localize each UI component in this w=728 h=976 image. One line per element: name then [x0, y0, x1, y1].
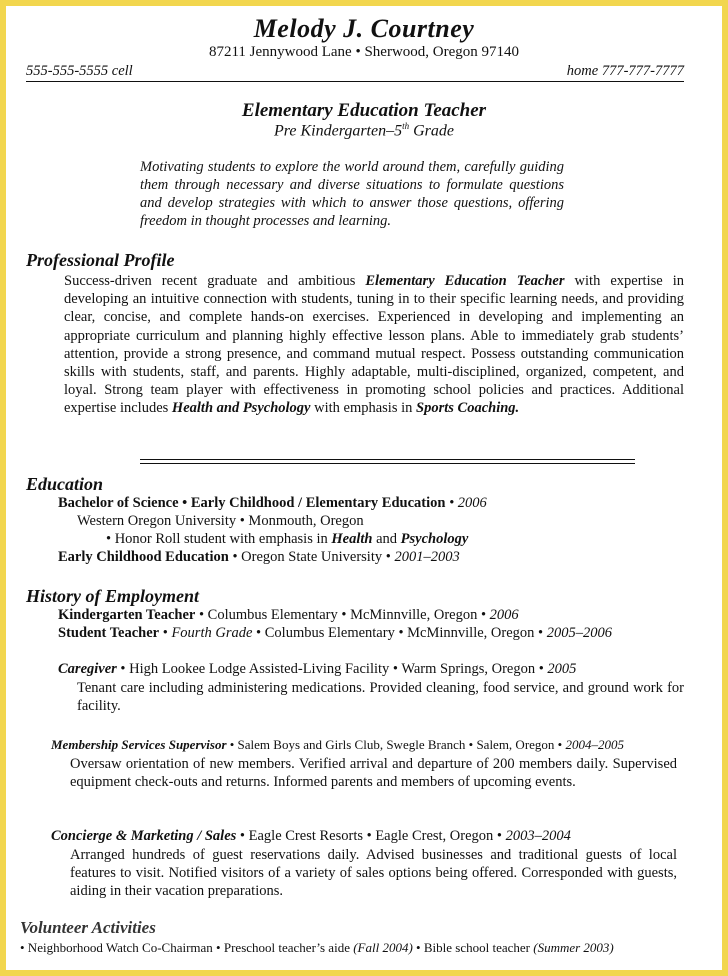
candidate-name: Melody J. Courtney: [253, 14, 475, 43]
volunteer-activities: • Neighborhood Watch Co-Chairman • Preschool teacher’s aide (Fall 2004) • Bible school teacher (Summer 2003): [20, 940, 614, 955]
position-title: Elementary Education Teacher: [241, 100, 487, 121]
address: 87211 Jennywood Lane • Sherwood, Oregon 97140: [208, 44, 520, 60]
job-concierge: Concierge & Marketing / Sales • Eagle Crest Resorts • Eagle Crest, Oregon • 2003–2004: [51, 828, 571, 844]
job-caregiver-description: Tenant care including administering medications. Provided cleaning, food service, and ground work for facility.: [77, 680, 684, 715]
school-western-oregon: Western Oregon University • Monmouth, Oregon: [77, 513, 364, 529]
profile-heading: Professional Profile: [26, 250, 175, 270]
section-divider: [140, 459, 635, 464]
job-membership-description: Oversaw orientation of new members. Verified arrival and departure of 200 members daily. Supervised equipment check-outs and returns. Informed parents and members of upcoming events.: [70, 756, 677, 791]
job-caregiver: Caregiver • High Lookee Lodge Assisted-Living Facility • Warm Springs, Oregon • 2005: [58, 661, 577, 677]
contact-divider: [26, 81, 684, 82]
employment-heading: History of Employment: [26, 586, 199, 606]
volunteer-heading: Volunteer Activities: [20, 918, 156, 937]
job-membership-supervisor: Membership Services Supervisor • Salem Boys and Girls Club, Swegle Branch • Salem, Oregon • 2004–2005: [51, 737, 624, 752]
grade-range: Pre Kindergarten–5th Grade: [273, 121, 455, 140]
honor-roll: • Honor Roll student with emphasis in Health and Psychology: [106, 531, 469, 547]
job-concierge-description: Arranged hundreds of guest reservations daily. Advised businesses and traditional guests of local features to visit. Notified visitors of a variety of sales options being offered. Corresponded with guests, aiding in their vacation preparations.: [70, 847, 677, 900]
job-student-teacher: Student Teacher • Fourth Grade • Columbus Elementary • McMinnville, Oregon • 2005–2006: [58, 625, 612, 641]
resume-page: [6, 6, 722, 970]
job-kindergarten-teacher: Kindergarten Teacher • Columbus Elementary • McMinnville, Oregon • 2006: [58, 607, 519, 623]
profile-paragraph: Success-driven recent graduate and ambitious Elementary Education Teacher with expertise in developing an intuitive connection with students, tuning in to their specific learning needs, and providing clear, concise, and complete hands-on exercises. Experienced in developing and implementing an appropriate curriculum and planning highly effective lesson plans. Able to immediately grab students’ attention, provide a strong presence, and command mutual respect. Possess outstanding communication skills with students, staff, and parents. Highly adaptable, multi-disciplined, organized, competent, and loyal. Strong team player with effectiveness in promoting school policies and practices. Additional expertise includes Health and Psychology with emphasis in Sports Coaching.: [64, 273, 684, 417]
home-phone: home 777-777-7777: [566, 63, 684, 79]
degree-early-childhood: Early Childhood Education • Oregon State University • 2001–2003: [58, 549, 460, 565]
cell-phone: 555-555-5555 cell: [26, 63, 133, 79]
education-heading: Education: [26, 474, 104, 494]
objective-statement: Motivating students to explore the world around them, carefully guiding them through necessary and diverse situations to formulate questions and develop strategies with which to answer those questions, offering freedom in thought processes and learning.: [140, 159, 564, 229]
degree-bachelor: Bachelor of Science • Early Childhood / Elementary Education • 2006: [58, 495, 487, 511]
